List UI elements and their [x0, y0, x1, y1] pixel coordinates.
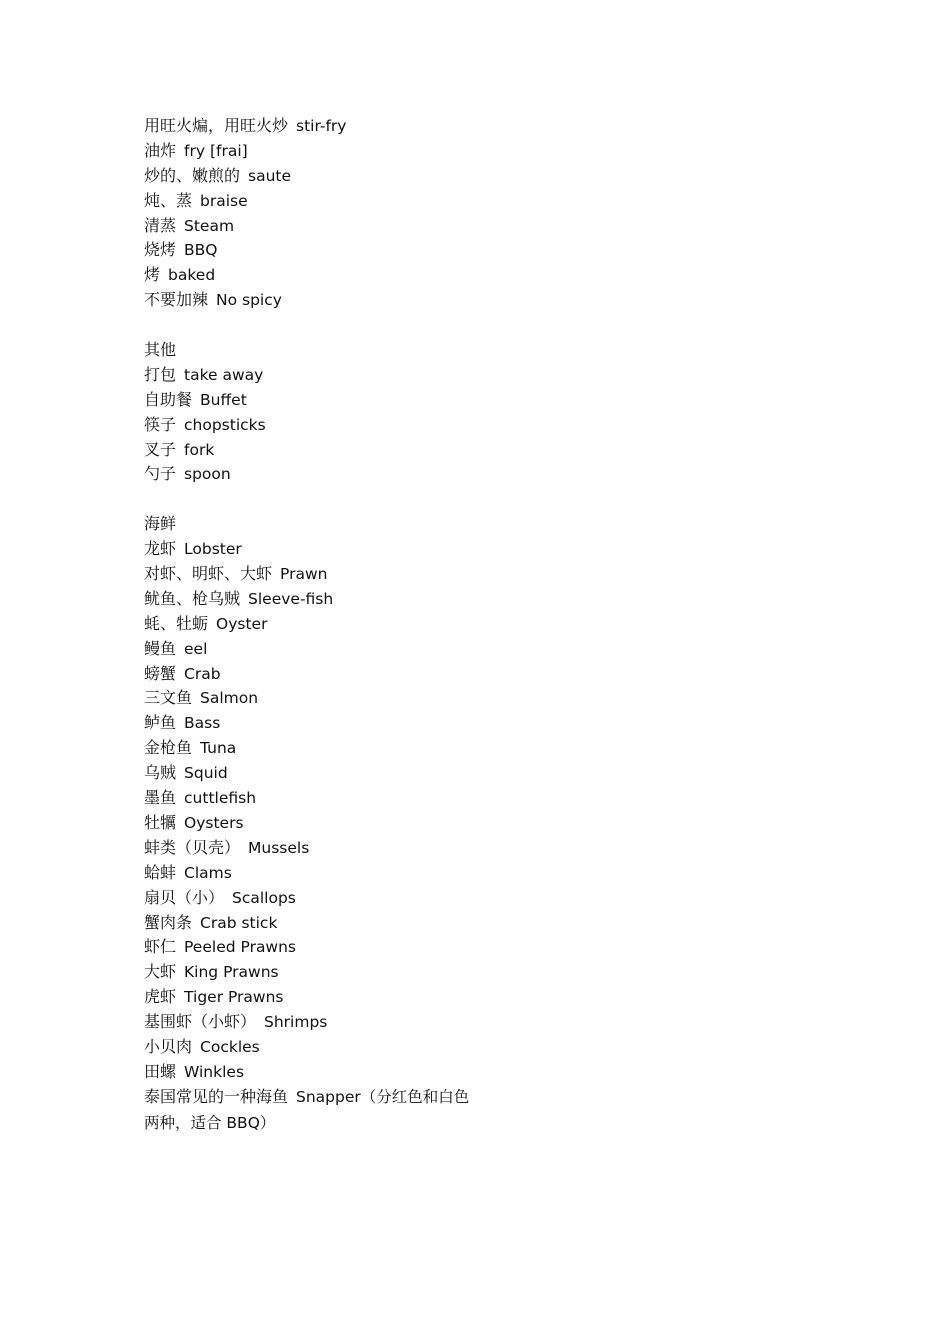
section-heading: 海鲜	[144, 514, 177, 534]
list-item	[144, 537, 484, 562]
english-term: Scallops	[232, 888, 296, 907]
english-term: Winkles	[184, 1062, 245, 1081]
list-item	[144, 214, 484, 239]
english-term: Buffet	[200, 390, 247, 409]
vocabulary-document	[144, 114, 484, 1137]
list-item	[144, 985, 484, 1010]
english-term: Steam	[184, 216, 235, 235]
chinese-term: 用旺火煸，用旺火炒	[144, 116, 289, 135]
list-item	[144, 1085, 484, 1137]
chinese-term: 蚌类（贝壳）	[144, 837, 241, 857]
chinese-term: 牡犡	[144, 812, 177, 832]
english-term: Clams	[184, 863, 232, 882]
chinese-term: 虎虾	[144, 987, 177, 1007]
chinese-term: 鱿鱼、枪乌贼	[144, 588, 241, 608]
english-term: Crab	[184, 664, 221, 683]
list-item	[144, 189, 484, 214]
chinese-term: 对虾、明虾、大虾	[144, 564, 273, 584]
english-term: chopsticks	[184, 415, 266, 434]
chinese-term: 扇贝（小）	[144, 887, 225, 907]
list-item	[144, 1035, 484, 1060]
english-term: baked	[168, 266, 216, 285]
english-term: spoon	[184, 465, 231, 484]
list-item	[144, 263, 484, 288]
english-term: Shrimps	[264, 1013, 328, 1032]
english-term: fork	[184, 440, 215, 459]
list-item	[144, 1010, 484, 1035]
list-item	[144, 413, 484, 438]
list-item	[144, 388, 484, 413]
section-heading: 其他	[144, 340, 177, 360]
chinese-term: 龙虾	[144, 539, 177, 559]
chinese-term: 蚝、牡蛎	[144, 613, 209, 633]
english-term: fry [frai]	[184, 141, 248, 160]
chinese-term: 油炸	[144, 140, 177, 160]
english-term: Sleeve-fish	[248, 589, 334, 608]
english-term: King Prawns	[184, 963, 279, 982]
english-term: Tiger Prawns	[184, 988, 284, 1007]
list-item	[144, 861, 484, 886]
chinese-term: 烤	[144, 265, 161, 285]
chinese-term: 小贝肉	[144, 1036, 193, 1056]
english-term: Cockles	[200, 1037, 260, 1056]
list-item	[144, 935, 484, 960]
list-item	[144, 662, 484, 687]
english-term: saute	[248, 166, 292, 185]
list-item	[144, 786, 484, 811]
english-term: Oyster	[216, 614, 268, 633]
list-item	[144, 761, 484, 786]
list-item	[144, 686, 484, 711]
english-term: Tuna	[200, 739, 237, 758]
list-item	[144, 711, 484, 736]
chinese-term: 打包	[144, 364, 177, 384]
chinese-term: 田螺	[144, 1061, 177, 1081]
chinese-term: 清蒸	[144, 215, 177, 235]
chinese-term: 蛤蚌	[144, 862, 177, 882]
english-term: Crab stick	[200, 913, 278, 932]
list-item	[144, 811, 484, 836]
chinese-term: 三文鱼	[144, 688, 193, 708]
list-item	[144, 114, 484, 139]
english-term: Mussels	[248, 838, 310, 857]
chinese-term: 蟹肉条	[144, 912, 193, 932]
english-term: cuttlefish	[184, 789, 257, 808]
english-term: Lobster	[184, 540, 242, 559]
list-item	[144, 462, 484, 487]
list-item	[144, 139, 484, 164]
english-term: Peeled Prawns	[184, 938, 297, 957]
list-item	[144, 438, 484, 463]
chinese-term: 勺子	[144, 464, 177, 484]
chinese-term: 虾仁	[144, 937, 177, 957]
english-term: Squid	[184, 764, 228, 783]
chinese-term: 不要加辣	[144, 290, 209, 310]
chinese-term: 墨鱼	[144, 788, 177, 808]
list-item	[144, 587, 484, 612]
english-term: Salmon	[200, 689, 259, 708]
english-term: eel	[184, 639, 208, 658]
chinese-term: 鳗鱼	[144, 638, 177, 658]
section-cooking-methods	[144, 114, 484, 313]
chinese-term: 筷子	[144, 414, 177, 434]
chinese-term: 鲈鱼	[144, 713, 177, 733]
chinese-term: 螃蟹	[144, 663, 177, 683]
list-item	[144, 612, 484, 637]
chinese-term: 金枪鱼	[144, 738, 193, 758]
list-item	[144, 637, 484, 662]
english-term: take away	[184, 365, 264, 384]
chinese-term: 基围虾（小虾）	[144, 1012, 257, 1032]
list-item	[144, 886, 484, 911]
list-item	[144, 164, 484, 189]
blank-line	[144, 487, 484, 512]
english-term: BBQ	[184, 241, 218, 260]
chinese-term: 叉子	[144, 439, 177, 459]
chinese-term: 烧烤	[144, 240, 177, 260]
blank-line	[144, 313, 484, 338]
list-item	[144, 736, 484, 761]
list-item	[144, 562, 484, 587]
english-term: Prawn	[280, 565, 328, 584]
list-item	[144, 1060, 484, 1085]
english-term: stir-fry	[296, 117, 347, 135]
chinese-term: 大虾	[144, 962, 177, 982]
section-other	[144, 338, 484, 487]
chinese-term: 炒的、嫩煎的	[144, 165, 241, 185]
list-item	[144, 960, 484, 985]
section-seafood	[144, 512, 484, 1136]
chinese-term: 炖、蒸	[144, 190, 193, 210]
chinese-term: 自助餐	[144, 389, 193, 409]
list-item	[144, 363, 484, 388]
chinese-term: 泰国常见的一种海鱼	[144, 1086, 289, 1106]
english-term: Bass	[184, 714, 221, 733]
english-term: No spicy	[216, 291, 282, 310]
list-item	[144, 911, 484, 936]
english-term: Snapper（分红色和白色两种，适合 BBQ）	[144, 1087, 470, 1132]
chinese-term: 乌贼	[144, 763, 177, 783]
english-term: braise	[200, 191, 248, 210]
list-item	[144, 836, 484, 861]
english-term: Oysters	[184, 813, 244, 832]
list-item	[144, 238, 484, 263]
list-item	[144, 288, 484, 313]
